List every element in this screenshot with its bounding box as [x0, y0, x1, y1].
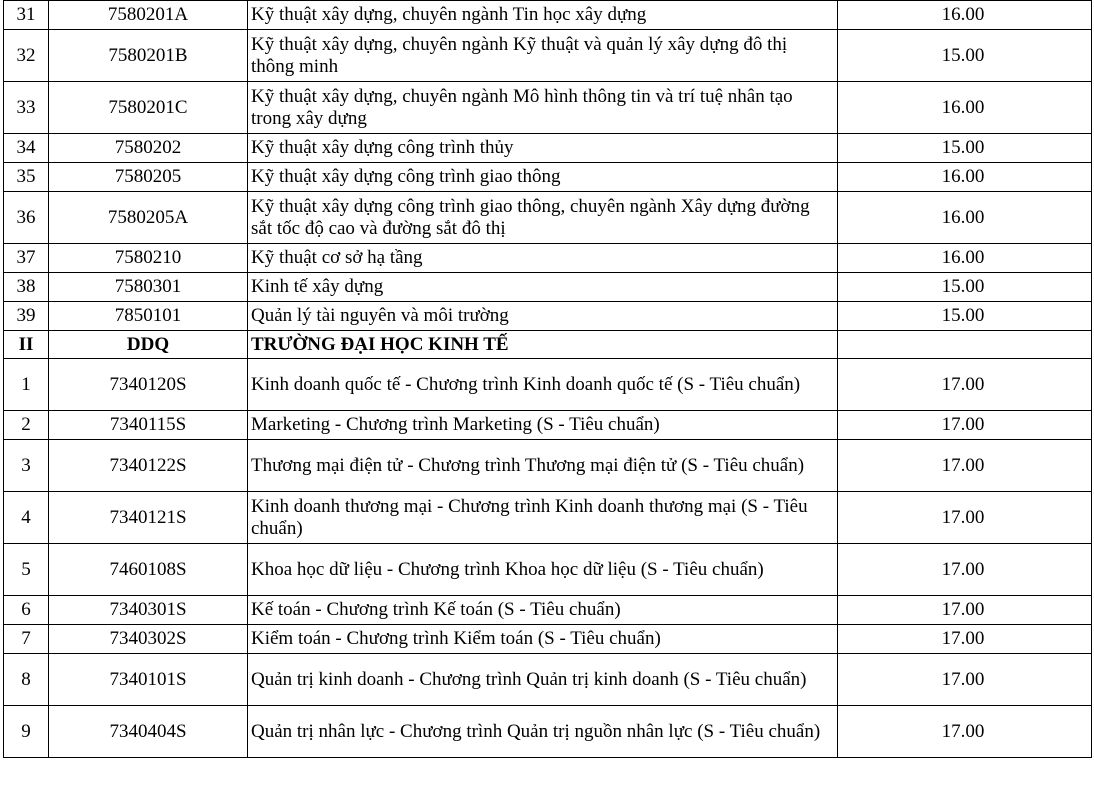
cutoff-score: 16.00	[838, 244, 1092, 273]
cutoff-score: 17.00	[838, 492, 1092, 544]
row-number: 35	[4, 163, 49, 192]
row-number: 8	[4, 654, 49, 706]
row-number: 38	[4, 273, 49, 302]
major-code: 7580301	[49, 273, 248, 302]
major-code: 7580205	[49, 163, 248, 192]
cutoff-score: 17.00	[838, 544, 1092, 596]
major-name: Kế toán - Chương trình Kế toán (S - Tiêu chuẩn)	[248, 596, 838, 625]
major-name: Kỹ thuật xây dựng công trình giao thông	[248, 163, 838, 192]
table-row	[4, 706, 1092, 758]
major-name: Khoa học dữ liệu - Chương trình Khoa học dữ liệu (S - Tiêu chuẩn)	[248, 544, 838, 596]
major-code: 7580210	[49, 244, 248, 273]
table-row	[4, 654, 1092, 706]
institution-code: DDQ	[49, 331, 248, 359]
cutoff-score: 17.00	[838, 596, 1092, 625]
section-number: II	[4, 331, 49, 359]
row-number: 9	[4, 706, 49, 758]
major-code: 7460108S	[49, 544, 248, 596]
major-name: Kỹ thuật xây dựng công trình thủy	[248, 134, 838, 163]
table-row	[4, 596, 1092, 625]
row-number: 31	[4, 1, 49, 30]
table-row	[4, 30, 1092, 82]
row-number: 32	[4, 30, 49, 82]
cutoff-score: 15.00	[838, 134, 1092, 163]
major-code: 7850101	[49, 302, 248, 331]
institution-name: TRƯỜNG ĐẠI HỌC KINH TẾ	[248, 331, 838, 359]
row-number: 36	[4, 192, 49, 244]
major-name: Kiểm toán - Chương trình Kiểm toán (S - Tiêu chuẩn)	[248, 625, 838, 654]
cutoff-score: 17.00	[838, 706, 1092, 758]
major-code: 7340122S	[49, 440, 248, 492]
major-name: Marketing - Chương trình Marketing (S - Tiêu chuẩn)	[248, 411, 838, 440]
table-row	[4, 440, 1092, 492]
table-row	[4, 625, 1092, 654]
cutoff-score: 17.00	[838, 654, 1092, 706]
major-code: 7340120S	[49, 359, 248, 411]
row-number: 1	[4, 359, 49, 411]
major-name: Kinh doanh quốc tế - Chương trình Kinh doanh quốc tế (S - Tiêu chuẩn)	[248, 359, 838, 411]
major-name: Quản trị nhân lực - Chương trình Quản trị nguồn nhân lực (S - Tiêu chuẩn)	[248, 706, 838, 758]
admission-score-table	[3, 0, 1092, 758]
major-code: 7340121S	[49, 492, 248, 544]
major-name: Quản trị kinh doanh - Chương trình Quản trị kinh doanh (S - Tiêu chuẩn)	[248, 654, 838, 706]
row-number: 7	[4, 625, 49, 654]
major-name: Kỹ thuật xây dựng công trình giao thông, chuyên ngành Xây dựng đường sắt tốc độ cao và đường sắt đô thị	[248, 192, 838, 244]
table-row	[4, 82, 1092, 134]
cutoff-score: 16.00	[838, 82, 1092, 134]
table-row	[4, 411, 1092, 440]
major-code: 7580205A	[49, 192, 248, 244]
major-name: Kỹ thuật cơ sở hạ tầng	[248, 244, 838, 273]
row-number: 5	[4, 544, 49, 596]
row-number: 3	[4, 440, 49, 492]
row-number: 39	[4, 302, 49, 331]
table-row	[4, 544, 1092, 596]
row-number: 37	[4, 244, 49, 273]
row-number: 34	[4, 134, 49, 163]
major-name: Kỹ thuật xây dựng, chuyên ngành Mô hình thông tin và trí tuệ nhân tạo trong xây dựng	[248, 82, 838, 134]
major-name: Thương mại điện tử - Chương trình Thương mại điện tử (S - Tiêu chuẩn)	[248, 440, 838, 492]
major-name: Kinh doanh thương mại - Chương trình Kinh doanh thương mại (S - Tiêu chuẩn)	[248, 492, 838, 544]
row-number: 6	[4, 596, 49, 625]
major-name: Quản lý tài nguyên và môi trường	[248, 302, 838, 331]
table-row	[4, 273, 1092, 302]
row-number: 2	[4, 411, 49, 440]
table-row	[4, 163, 1092, 192]
major-code: 7340404S	[49, 706, 248, 758]
major-name: Kinh tế xây dựng	[248, 273, 838, 302]
major-code: 7340101S	[49, 654, 248, 706]
table-row	[4, 192, 1092, 244]
major-code: 7340302S	[49, 625, 248, 654]
major-code: 7580201B	[49, 30, 248, 82]
section-header-row	[4, 331, 1092, 359]
cutoff-score: 17.00	[838, 359, 1092, 411]
major-name: Kỹ thuật xây dựng, chuyên ngành Tin học xây dựng	[248, 1, 838, 30]
table-row	[4, 1, 1092, 30]
cutoff-score	[838, 331, 1092, 359]
major-code: 7340115S	[49, 411, 248, 440]
cutoff-score: 16.00	[838, 163, 1092, 192]
cutoff-score: 15.00	[838, 30, 1092, 82]
cutoff-score: 17.00	[838, 411, 1092, 440]
table-row	[4, 492, 1092, 544]
major-code: 7580201A	[49, 1, 248, 30]
major-code: 7580201C	[49, 82, 248, 134]
row-number: 33	[4, 82, 49, 134]
table-row	[4, 244, 1092, 273]
table-row	[4, 302, 1092, 331]
cutoff-score: 17.00	[838, 625, 1092, 654]
cutoff-score: 16.00	[838, 192, 1092, 244]
table-row	[4, 359, 1092, 411]
cutoff-score: 17.00	[838, 440, 1092, 492]
cutoff-score: 16.00	[838, 1, 1092, 30]
cutoff-score: 15.00	[838, 273, 1092, 302]
major-code: 7580202	[49, 134, 248, 163]
row-number: 4	[4, 492, 49, 544]
cutoff-score: 15.00	[838, 302, 1092, 331]
major-name: Kỹ thuật xây dựng, chuyên ngành Kỹ thuật và quản lý xây dựng đô thị thông minh	[248, 30, 838, 82]
table-row	[4, 134, 1092, 163]
major-code: 7340301S	[49, 596, 248, 625]
